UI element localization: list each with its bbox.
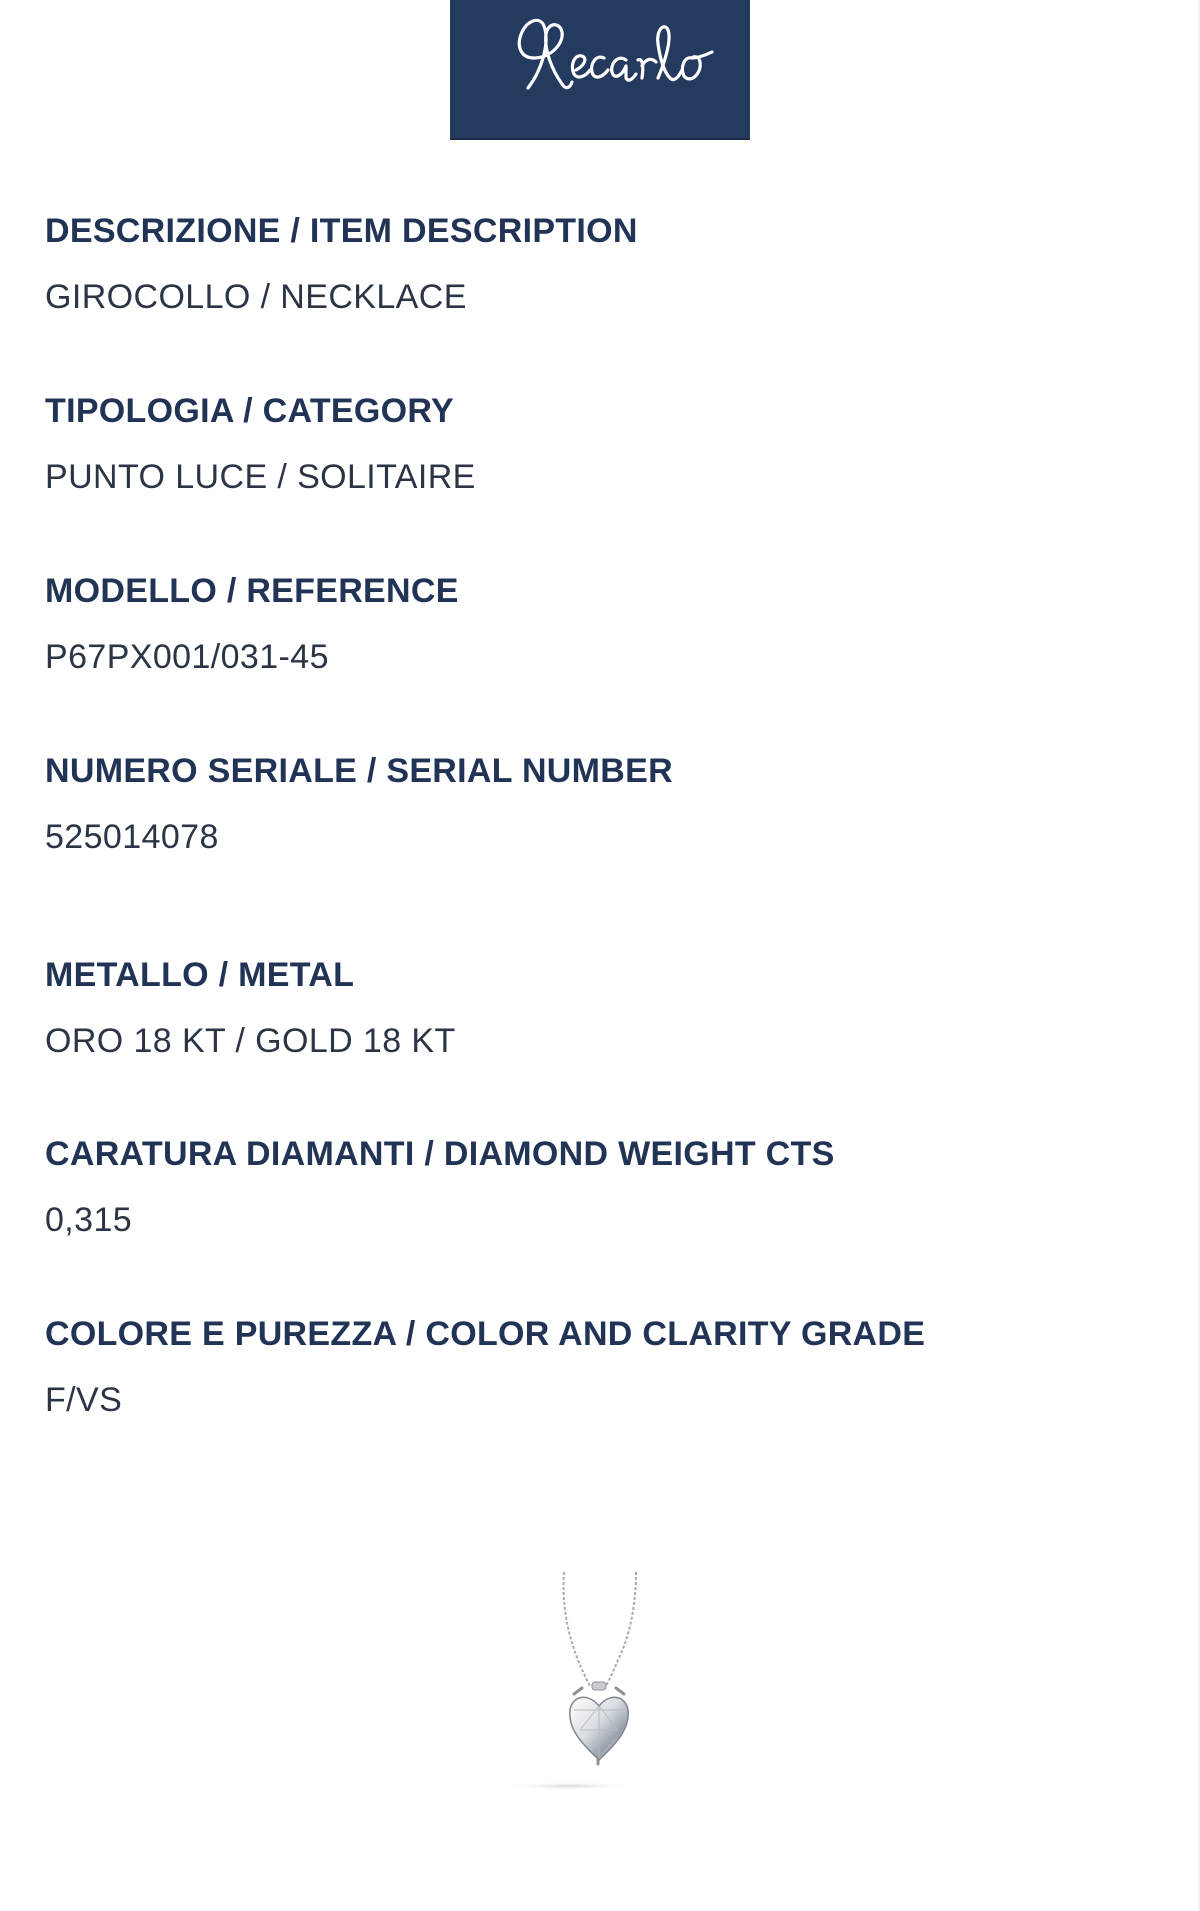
color-clarity-label: COLORE E PUREZZA / COLOR AND CLARITY GRADE <box>45 1315 926 1353</box>
category-label: TIPOLOGIA / CATEGORY <box>45 392 454 430</box>
reference-value: P67PX001/031-45 <box>45 638 329 676</box>
item-description-label: DESCRIZIONE / ITEM DESCRIPTION <box>45 212 638 250</box>
product-image <box>470 1560 670 1800</box>
metal-value: ORO 18 KT / GOLD 18 KT <box>45 1022 456 1060</box>
heart-diamond-necklace-icon <box>470 1560 670 1800</box>
recarlo-logo-icon <box>450 0 750 140</box>
diamond-weight-value: 0,315 <box>45 1201 133 1239</box>
brand-logo <box>450 0 750 140</box>
category-value: PUNTO LUCE / SOLITAIRE <box>45 458 476 496</box>
serial-number-value: 525014078 <box>45 818 219 856</box>
metal-label: METALLO / METAL <box>45 956 355 994</box>
serial-number-label: NUMERO SERIALE / SERIAL NUMBER <box>45 752 673 790</box>
diamond-weight-label: CARATURA DIAMANTI / DIAMOND WEIGHT CTS <box>45 1135 835 1173</box>
reference-label: MODELLO / REFERENCE <box>45 572 459 610</box>
color-clarity-value: F/VS <box>45 1381 123 1419</box>
item-description-value: GIROCOLLO / NECKLACE <box>45 278 467 316</box>
